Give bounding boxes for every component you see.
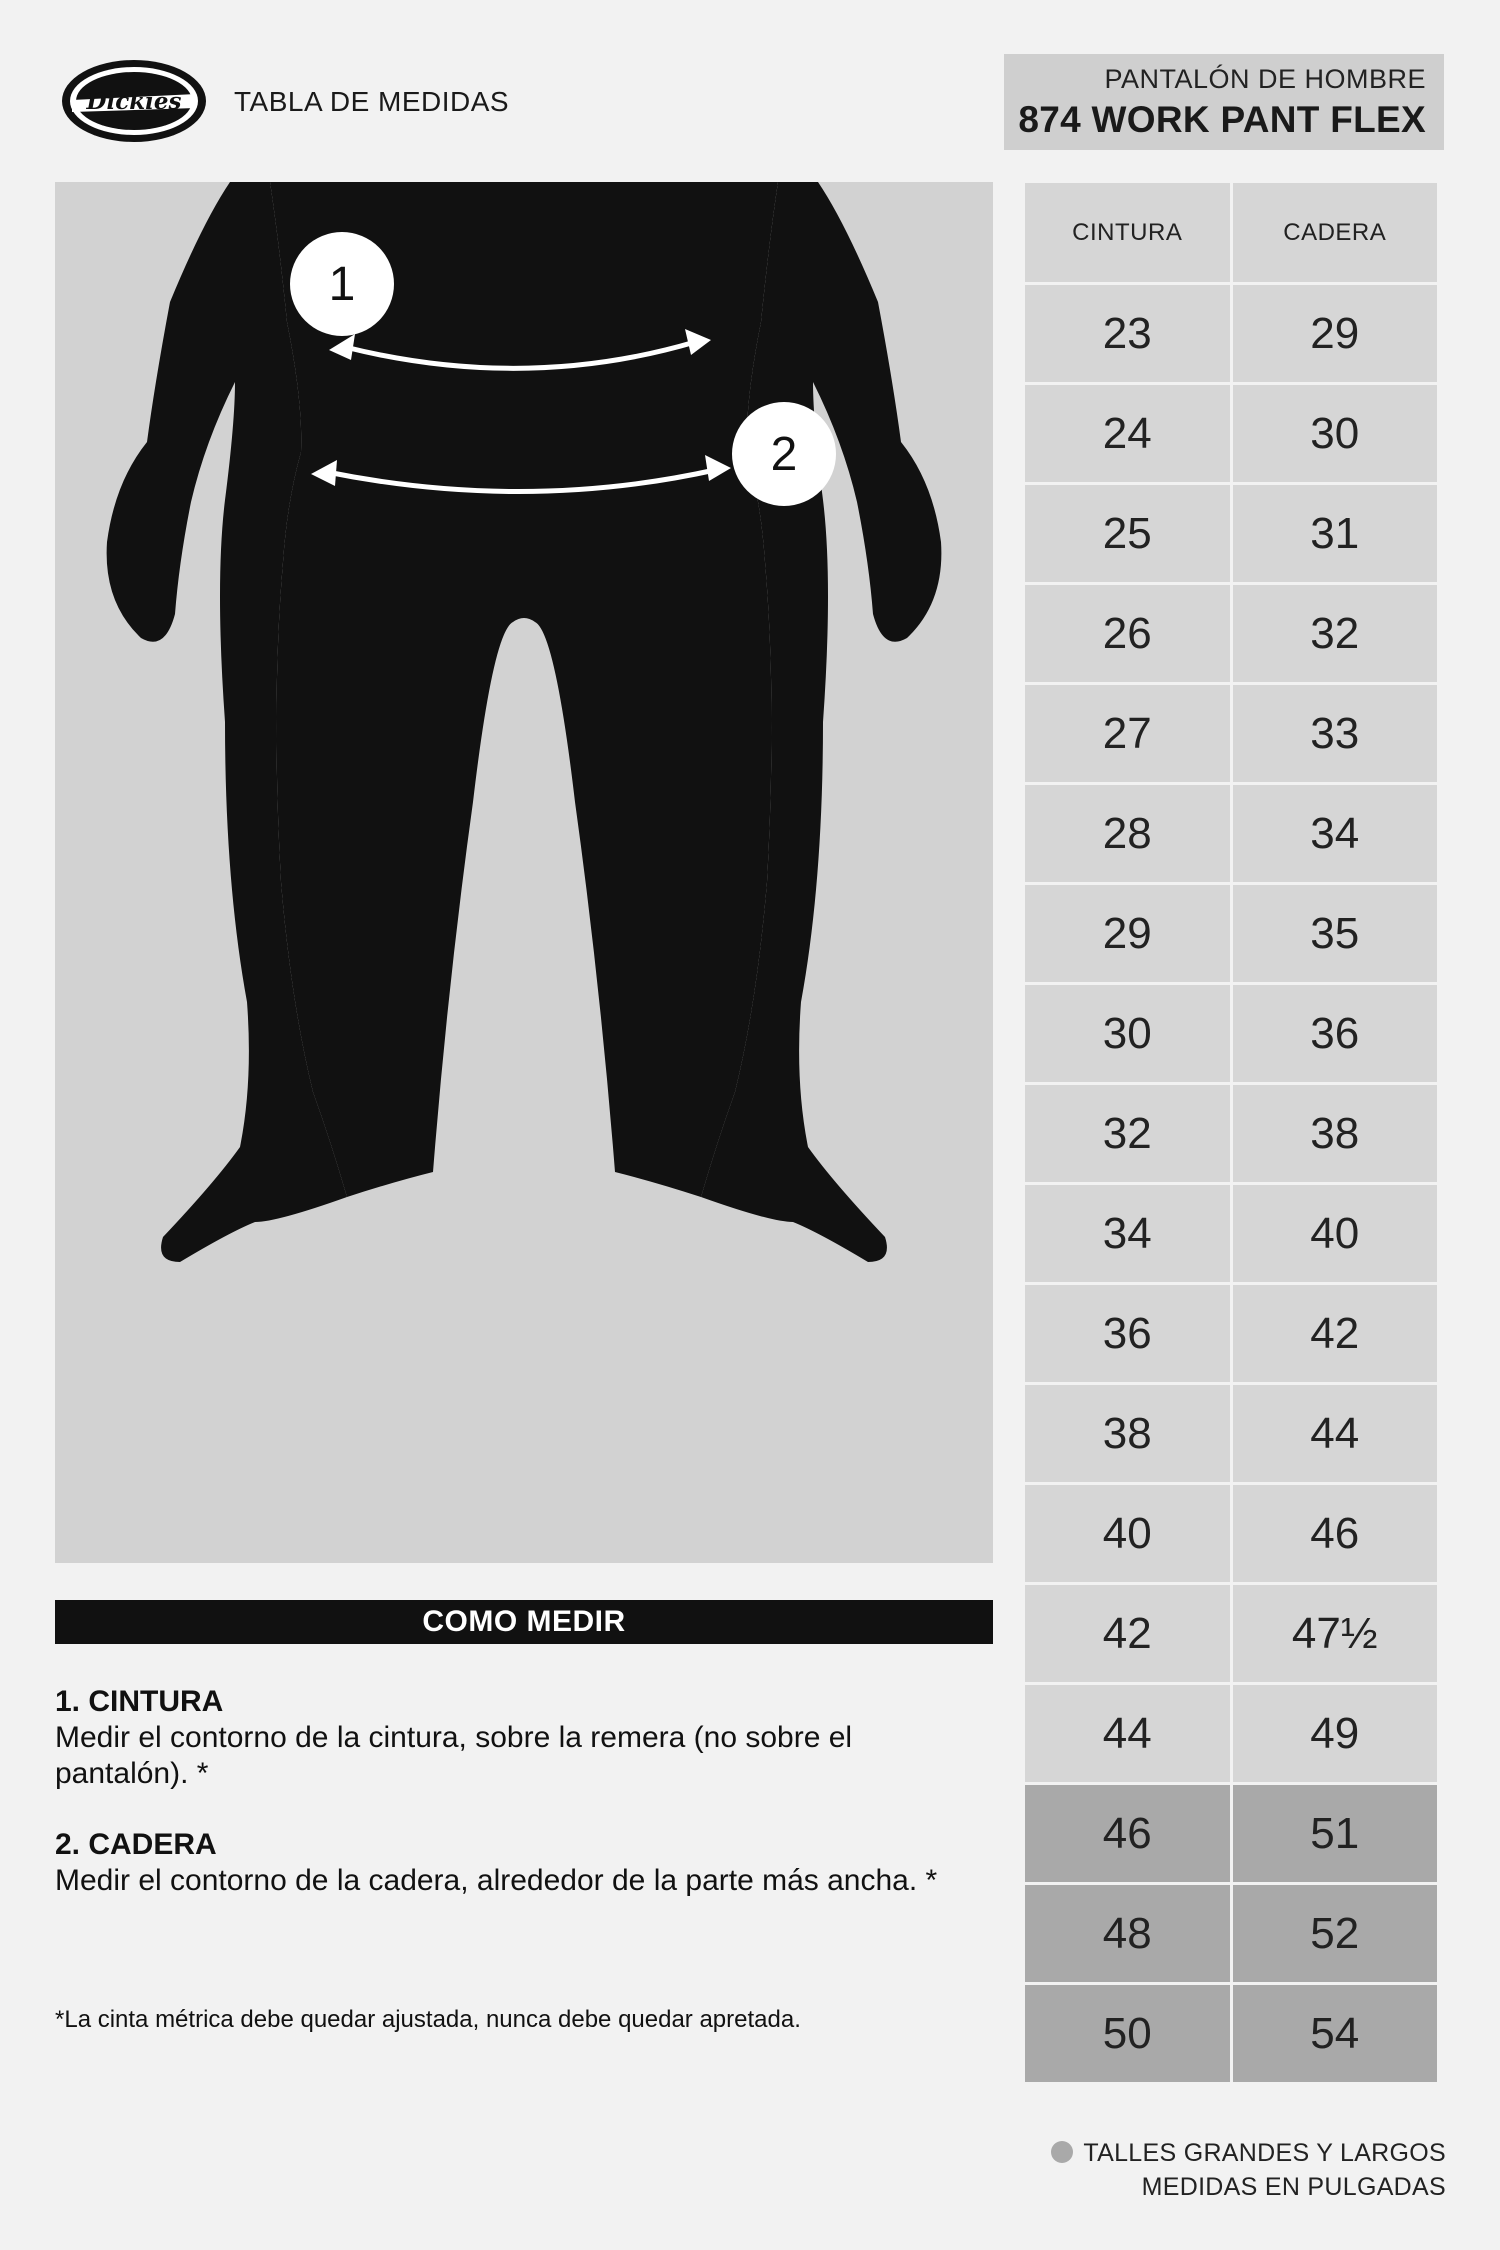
dickies-logo	[58, 56, 210, 146]
hip-cell: 36	[1231, 984, 1439, 1084]
instruction-text: Medir el contorno de la cadera, alrededor de la parte más ancha. *	[55, 1864, 938, 1897]
instruction-title: 1. CINTURA	[55, 1685, 224, 1718]
hip-cell: 47½	[1231, 1584, 1439, 1684]
hip-cell: 44	[1231, 1384, 1439, 1484]
legend-big-sizes-label: TALLES GRANDES Y LARGOS	[1083, 2139, 1446, 2167]
table-row	[1024, 984, 1439, 1084]
table-row	[1024, 1584, 1439, 1684]
waist-cell: 30	[1024, 984, 1232, 1084]
table-row	[1024, 1384, 1439, 1484]
hip-cell: 34	[1231, 784, 1439, 884]
footnote: *La cinta métrica debe quedar ajustada, nunca debe quedar apretada.	[55, 2006, 801, 2033]
instruction-waist	[55, 1684, 993, 1792]
waist-cell: 46	[1024, 1784, 1232, 1884]
table-row	[1024, 1884, 1439, 1984]
waist-cell: 24	[1024, 384, 1232, 484]
marker-1: 1	[328, 258, 356, 311]
waist-cell: 23	[1024, 284, 1232, 384]
waist-cell: 32	[1024, 1084, 1232, 1184]
waist-cell: 26	[1024, 584, 1232, 684]
instruction-title: 2. CADERA	[55, 1828, 217, 1861]
hip-cell: 46	[1231, 1484, 1439, 1584]
instruction-text: Medir el contorno de la cintura, sobre la remera (no sobre el pantalón). *	[55, 1721, 853, 1790]
waist-cell: 34	[1024, 1184, 1232, 1284]
waist-cell: 36	[1024, 1284, 1232, 1384]
marker-2: 2	[770, 428, 798, 481]
how-to-measure-heading: COMO MEDIR	[55, 1600, 993, 1644]
hip-cell: 31	[1231, 484, 1439, 584]
table-row	[1024, 584, 1439, 684]
legend-units-label: MEDIDAS EN PULGADAS	[1141, 2173, 1446, 2201]
hip-cell: 42	[1231, 1284, 1439, 1384]
waist-cell: 28	[1024, 784, 1232, 884]
waist-cell: 25	[1024, 484, 1232, 584]
table-row	[1024, 1084, 1439, 1184]
table-row	[1024, 1784, 1439, 1884]
waist-cell: 27	[1024, 684, 1232, 784]
waist-cell: 29	[1024, 884, 1232, 984]
hip-cell: 30	[1231, 384, 1439, 484]
hip-cell: 49	[1231, 1684, 1439, 1784]
table-row	[1024, 1684, 1439, 1784]
waist-cell: 40	[1024, 1484, 1232, 1584]
hip-cell: 38	[1231, 1084, 1439, 1184]
product-category: PANTALÓN DE HOMBRE	[1104, 64, 1426, 94]
hip-cell: 32	[1231, 584, 1439, 684]
table-row	[1024, 884, 1439, 984]
table-row	[1024, 1984, 1439, 2084]
waist-cell: 50	[1024, 1984, 1232, 2084]
table-header-row	[1024, 182, 1439, 284]
product-header	[1004, 54, 1444, 150]
table-row	[1024, 784, 1439, 884]
hip-cell: 52	[1231, 1884, 1439, 1984]
hip-cell: 54	[1231, 1984, 1439, 2084]
table-row	[1024, 384, 1439, 484]
table-row	[1024, 684, 1439, 784]
table-row	[1024, 1484, 1439, 1584]
column-header-waist: CINTURA	[1024, 182, 1232, 284]
waist-cell: 42	[1024, 1584, 1232, 1684]
instruction-hip	[55, 1827, 993, 1899]
table-row	[1024, 484, 1439, 584]
document-title: TABLA DE MEDIDAS	[234, 86, 510, 117]
big-sizes-dot-icon	[1051, 2141, 1073, 2163]
svg-text:Dickies: Dickies	[86, 88, 182, 115]
hip-cell: 35	[1231, 884, 1439, 984]
hip-cell: 51	[1231, 1784, 1439, 1884]
table-row	[1024, 1184, 1439, 1284]
hip-cell: 29	[1231, 284, 1439, 384]
hip-cell: 33	[1231, 684, 1439, 784]
table-row	[1024, 1284, 1439, 1384]
column-header-hip: CADERA	[1231, 182, 1439, 284]
legend	[1051, 2136, 1446, 2204]
size-table	[1022, 180, 1440, 2085]
table-row	[1024, 284, 1439, 384]
waist-cell: 44	[1024, 1684, 1232, 1784]
measurement-figure	[55, 182, 993, 1563]
product-name: 874 WORK PANT FLEX	[1018, 99, 1426, 140]
waist-cell: 48	[1024, 1884, 1232, 1984]
size-table-body	[1024, 284, 1439, 2084]
legend-big-sizes	[1051, 2136, 1446, 2170]
waist-cell: 38	[1024, 1384, 1232, 1484]
hip-cell: 40	[1231, 1184, 1439, 1284]
